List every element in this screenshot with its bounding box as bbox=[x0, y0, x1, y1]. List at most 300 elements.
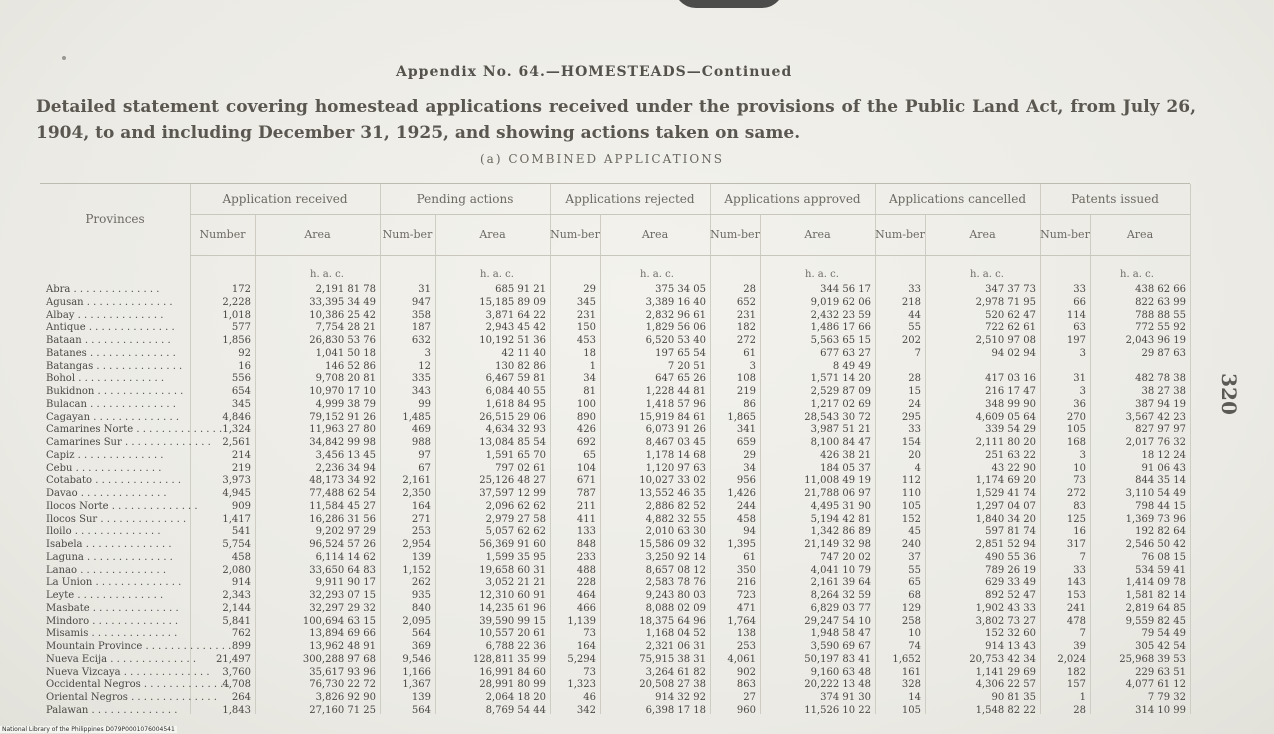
area-cell: 13,894 69 66 bbox=[309, 628, 376, 640]
number-cell: 564 bbox=[411, 704, 431, 716]
number-cell: 1,367 bbox=[402, 679, 431, 691]
number-cell: 16 bbox=[238, 360, 251, 372]
number-cell: 2,024 bbox=[1057, 653, 1086, 665]
number-cell: 659 bbox=[736, 437, 756, 448]
number-cell: 7 bbox=[914, 347, 921, 359]
table-row bbox=[40, 514, 1190, 525]
area-cell: 33,395 34 49 bbox=[309, 296, 376, 308]
area-units: h. a. c. bbox=[310, 269, 344, 280]
province-name: Bukidnon . . . . . . . . . . . . . . bbox=[46, 386, 184, 397]
area-cell: 3,456 13 45 bbox=[315, 449, 376, 461]
number-cell: 233 bbox=[576, 551, 596, 563]
area-cell: 146 52 86 bbox=[325, 360, 376, 372]
area-cell: 15,586 09 32 bbox=[639, 539, 706, 550]
area-cell: 417 03 16 bbox=[985, 373, 1036, 385]
number-cell: 453 bbox=[576, 335, 596, 346]
area-cell: 9,559 82 45 bbox=[1125, 615, 1186, 627]
table-row bbox=[40, 526, 1190, 537]
number-cell: 262 bbox=[411, 577, 431, 589]
area-cell: 3,567 42 23 bbox=[1125, 411, 1186, 423]
area-cell: 19,658 60 31 bbox=[479, 564, 546, 576]
area-cell: 197 65 54 bbox=[655, 347, 706, 359]
area-cell: 490 55 36 bbox=[985, 551, 1036, 563]
area-cell: 10,027 33 02 bbox=[639, 475, 706, 487]
number-cell: 202 bbox=[901, 335, 921, 346]
number-cell: 1,485 bbox=[402, 411, 431, 423]
number-cell: 28 bbox=[743, 284, 756, 295]
number-cell: 45 bbox=[908, 526, 921, 538]
number-cell: 33 bbox=[1073, 284, 1086, 295]
area-cell: 4,999 38 79 bbox=[315, 398, 376, 410]
number-cell: 34 bbox=[743, 462, 756, 474]
number-cell: 1,652 bbox=[892, 653, 921, 665]
province-name: Palawan . . . . . . . . . . . . . . bbox=[46, 704, 178, 716]
area-cell: 2,321 06 31 bbox=[645, 641, 706, 652]
area-cell: 43 22 90 bbox=[991, 462, 1036, 474]
number-cell: 343 bbox=[411, 386, 431, 397]
table-row bbox=[40, 590, 1190, 601]
area-cell: 7 20 51 bbox=[667, 360, 706, 372]
area-cell: 32,293 07 15 bbox=[309, 590, 376, 601]
area-cell: 10,557 20 61 bbox=[479, 628, 546, 640]
number-cell: 5,754 bbox=[222, 539, 251, 550]
area-cell: 677 63 27 bbox=[820, 347, 871, 359]
area-cell: 822 63 99 bbox=[1135, 296, 1186, 308]
number-cell: 1,417 bbox=[222, 513, 251, 525]
area-cell: 79 54 49 bbox=[1141, 628, 1186, 640]
number-cell: 110 bbox=[901, 488, 921, 499]
number-cell: 216 bbox=[736, 577, 756, 589]
province-name: Cebu . . . . . . . . . . . . . . bbox=[46, 462, 162, 474]
table-row bbox=[40, 603, 1190, 614]
area-units: h. a. c. bbox=[805, 269, 839, 280]
number-cell: 125 bbox=[1066, 513, 1086, 525]
area-cell: 1,548 82 22 bbox=[975, 704, 1036, 716]
number-cell: 94 bbox=[743, 526, 756, 538]
number-cell: 342 bbox=[576, 704, 596, 716]
number-cell: 1,426 bbox=[727, 488, 756, 499]
number-cell: 469 bbox=[411, 424, 431, 436]
area-cell: 76 08 15 bbox=[1141, 551, 1186, 563]
number-cell: 182 bbox=[1066, 666, 1086, 678]
number-cell: 29 bbox=[743, 449, 756, 461]
number-header: Num-ber bbox=[710, 215, 760, 256]
area-header: Area bbox=[435, 215, 550, 256]
area-cell: 747 20 02 bbox=[820, 551, 871, 563]
area-cell: 3,871 64 22 bbox=[485, 309, 546, 321]
number-cell: 214 bbox=[231, 449, 251, 461]
number-header: Num-ber bbox=[1040, 215, 1090, 256]
number-cell: 1,152 bbox=[402, 564, 431, 576]
province-name: Nueva Ecija . . . . . . . . . . . . . . bbox=[46, 653, 197, 665]
number-cell: 762 bbox=[231, 628, 251, 640]
province-name: Occidental Negros . . . . . . . . . . . . . . bbox=[46, 679, 230, 691]
number-cell: 97 bbox=[418, 449, 431, 461]
area-cell: 3,389 16 40 bbox=[645, 296, 706, 308]
table-row bbox=[40, 616, 1190, 627]
table-row bbox=[40, 297, 1190, 308]
number-header: Num-ber bbox=[875, 215, 925, 256]
area-cell: 34,842 99 98 bbox=[309, 437, 376, 448]
number-cell: 2,561 bbox=[222, 437, 251, 448]
area-cell: 100,694 63 15 bbox=[302, 615, 376, 627]
number-cell: 150 bbox=[576, 322, 596, 334]
library-footer: National Library of the Philippines D079P0001076004541 bbox=[2, 726, 175, 733]
number-cell: 133 bbox=[576, 526, 596, 538]
area-cell: 1,902 43 33 bbox=[975, 602, 1036, 614]
number-cell: 253 bbox=[411, 526, 431, 538]
number-cell: 61 bbox=[743, 347, 756, 359]
area-cell: 28,543 30 72 bbox=[804, 411, 871, 423]
province-name: Masbate . . . . . . . . . . . . . . bbox=[46, 602, 179, 614]
table-row bbox=[40, 310, 1190, 321]
number-cell: 27 bbox=[743, 692, 756, 703]
area-cell: 482 78 38 bbox=[1135, 373, 1186, 385]
group-header: Patents issued bbox=[1040, 184, 1190, 215]
province-name: Mountain Province . . . . . . . . . . . . . . bbox=[46, 641, 232, 652]
area-cell: 2,111 80 20 bbox=[975, 437, 1036, 448]
number-cell: 960 bbox=[736, 704, 756, 716]
number-cell: 909 bbox=[231, 500, 251, 512]
area-cell: 10,970 17 10 bbox=[309, 386, 376, 397]
number-cell: 350 bbox=[736, 564, 756, 576]
number-cell: 31 bbox=[418, 284, 431, 295]
area-cell: 48,173 34 92 bbox=[309, 475, 376, 487]
number-cell: 73 bbox=[1073, 475, 1086, 487]
province-name: Mindoro . . . . . . . . . . . . . . bbox=[46, 615, 179, 627]
area-cell: 1,120 97 63 bbox=[645, 462, 706, 474]
area-cell: 3,802 73 27 bbox=[975, 615, 1036, 627]
province-name: Lanao . . . . . . . . . . . . . . bbox=[46, 564, 167, 576]
number-cell: 33 bbox=[908, 424, 921, 436]
number-cell: 947 bbox=[411, 296, 431, 308]
area-cell: 2,819 64 85 bbox=[1125, 602, 1186, 614]
table-row bbox=[40, 373, 1190, 384]
number-cell: 92 bbox=[238, 347, 251, 359]
area-cell: 7,754 28 21 bbox=[315, 322, 376, 334]
area-cell: 789 26 19 bbox=[985, 564, 1036, 576]
area-cell: 1,297 04 07 bbox=[975, 500, 1036, 512]
area-cell: 892 52 47 bbox=[985, 590, 1036, 601]
area-cell: 1,840 34 20 bbox=[975, 513, 1036, 525]
area-header: Area bbox=[760, 215, 875, 256]
area-cell: 1,571 14 20 bbox=[810, 373, 871, 385]
area-cell: 1,948 58 47 bbox=[810, 628, 871, 640]
number-cell: 228 bbox=[576, 577, 596, 589]
area-cell: 20,222 13 48 bbox=[804, 679, 871, 691]
area-units: h. a. c. bbox=[970, 269, 1004, 280]
table-row bbox=[40, 348, 1190, 359]
area-cell: 2,583 78 76 bbox=[645, 577, 706, 589]
area-cell: 2,943 45 42 bbox=[485, 322, 546, 334]
number-cell: 723 bbox=[736, 590, 756, 601]
table-row bbox=[40, 692, 1190, 703]
number-header: Number bbox=[190, 215, 255, 256]
area-cell: 2,236 34 94 bbox=[315, 462, 376, 474]
area-cell: 426 38 21 bbox=[820, 449, 871, 461]
area-cell: 1,591 65 70 bbox=[485, 449, 546, 461]
area-cell: 344 56 17 bbox=[820, 284, 871, 295]
number-cell: 44 bbox=[908, 309, 921, 321]
number-cell: 671 bbox=[576, 475, 596, 487]
number-cell: 105 bbox=[901, 500, 921, 512]
number-cell: 478 bbox=[1066, 615, 1086, 627]
number-cell: 152 bbox=[901, 513, 921, 525]
area-cell: 14,235 61 96 bbox=[479, 602, 546, 614]
area-cell: 4,882 32 55 bbox=[645, 513, 706, 525]
area-cell: 5,194 42 81 bbox=[810, 513, 871, 525]
number-cell: 272 bbox=[736, 335, 756, 346]
area-cell: 4,495 31 90 bbox=[810, 500, 871, 512]
area-cell: 438 62 66 bbox=[1135, 284, 1186, 295]
number-cell: 211 bbox=[576, 500, 596, 512]
number-cell: 161 bbox=[901, 666, 921, 678]
table-row bbox=[40, 577, 1190, 588]
number-cell: 2,080 bbox=[222, 564, 251, 576]
number-cell: 258 bbox=[901, 615, 921, 627]
area-units: h. a. c. bbox=[1120, 269, 1154, 280]
area-cell: 4,634 32 93 bbox=[485, 424, 546, 436]
area-cell: 2,510 97 08 bbox=[975, 335, 1036, 346]
number-cell: 218 bbox=[901, 296, 921, 308]
table-row bbox=[40, 654, 1190, 665]
area-cell: 2,017 76 32 bbox=[1125, 437, 1186, 448]
provinces-header: Provinces bbox=[85, 212, 145, 226]
area-cell: 914 13 43 bbox=[985, 641, 1036, 652]
area-cell: 38 27 38 bbox=[1141, 386, 1186, 397]
area-cell: 11,584 45 27 bbox=[309, 500, 376, 512]
number-cell: 848 bbox=[576, 539, 596, 550]
number-cell: 73 bbox=[583, 628, 596, 640]
area-cell: 75,915 38 31 bbox=[639, 653, 706, 665]
number-cell: 138 bbox=[736, 628, 756, 640]
number-cell: 253 bbox=[736, 641, 756, 652]
group-header: Applications cancelled bbox=[875, 184, 1040, 215]
province-name: Batangas . . . . . . . . . . . . . . bbox=[46, 360, 183, 372]
area-cell: 1,228 44 81 bbox=[645, 386, 706, 397]
number-cell: 2,095 bbox=[402, 615, 431, 627]
table-row bbox=[40, 488, 1190, 499]
number-cell: 577 bbox=[231, 322, 251, 334]
number-cell: 66 bbox=[1073, 296, 1086, 308]
area-header: Area bbox=[925, 215, 1040, 256]
number-cell: 358 bbox=[411, 309, 431, 321]
group-header: Pending actions bbox=[380, 184, 550, 215]
number-cell: 197 bbox=[1066, 335, 1086, 346]
number-cell: 68 bbox=[908, 590, 921, 601]
number-cell: 1,166 bbox=[402, 666, 431, 678]
area-cell: 8 49 49 bbox=[832, 360, 871, 372]
area-cell: 20,753 42 34 bbox=[969, 653, 1036, 665]
number-cell: 139 bbox=[411, 692, 431, 703]
number-cell: 564 bbox=[411, 628, 431, 640]
area-cell: 2,064 18 20 bbox=[485, 692, 546, 703]
area-cell: 192 82 64 bbox=[1135, 526, 1186, 538]
area-cell: 9,019 62 06 bbox=[810, 296, 871, 308]
area-cell: 90 81 35 bbox=[991, 692, 1036, 703]
table-row bbox=[40, 284, 1190, 295]
number-cell: 164 bbox=[411, 500, 431, 512]
number-cell: 14 bbox=[908, 692, 921, 703]
area-cell: 2,191 81 78 bbox=[315, 284, 376, 295]
number-cell: 15 bbox=[908, 386, 921, 397]
area-cell: 2,832 96 61 bbox=[645, 309, 706, 321]
area-cell: 11,963 27 80 bbox=[309, 424, 376, 436]
table-row bbox=[40, 667, 1190, 678]
area-cell: 2,886 82 52 bbox=[645, 500, 706, 512]
province-name: Leyte . . . . . . . . . . . . . . bbox=[46, 590, 164, 601]
dust-speck bbox=[62, 56, 66, 60]
group-header: Application received bbox=[190, 184, 380, 215]
area-cell: 15,919 84 61 bbox=[639, 411, 706, 423]
area-cell: 3,052 21 21 bbox=[485, 577, 546, 589]
area-cell: 96,524 57 26 bbox=[309, 539, 376, 550]
table-row bbox=[40, 424, 1190, 435]
number-cell: 74 bbox=[908, 641, 921, 652]
number-cell: 7 bbox=[1079, 628, 1086, 640]
area-cell: 9,160 63 48 bbox=[810, 666, 871, 678]
binder-clip bbox=[674, 0, 784, 8]
area-cell: 1,041 50 18 bbox=[315, 347, 376, 359]
area-cell: 2,529 87 09 bbox=[810, 386, 871, 397]
province-name: Capiz . . . . . . . . . . . . . . bbox=[46, 449, 164, 461]
number-cell: 168 bbox=[1066, 437, 1086, 448]
province-name: Camarines Sur . . . . . . . . . . . . . . bbox=[46, 437, 211, 448]
area-cell: 10,192 51 36 bbox=[479, 335, 546, 346]
area-cell: 6,084 40 55 bbox=[485, 386, 546, 397]
number-cell: 33 bbox=[1073, 564, 1086, 576]
area-cell: 6,520 53 40 bbox=[645, 335, 706, 346]
number-cell: 157 bbox=[1066, 679, 1086, 691]
province-name: Agusan . . . . . . . . . . . . . . bbox=[46, 296, 173, 308]
number-cell: 61 bbox=[743, 551, 756, 563]
number-cell: 4 bbox=[914, 462, 921, 474]
province-name: Bulacan . . . . . . . . . . . . . . bbox=[46, 398, 176, 410]
area-cell: 130 82 86 bbox=[495, 360, 546, 372]
number-cell: 240 bbox=[901, 539, 921, 550]
number-cell: 2,228 bbox=[222, 296, 251, 308]
area-cell: 1,414 09 78 bbox=[1125, 577, 1186, 589]
number-cell: 632 bbox=[411, 335, 431, 346]
number-cell: 692 bbox=[576, 437, 596, 448]
area-cell: 10,386 25 42 bbox=[309, 309, 376, 321]
homestead-table bbox=[40, 183, 1190, 714]
area-cell: 375 34 05 bbox=[655, 284, 706, 295]
number-cell: 1,018 bbox=[222, 309, 251, 321]
number-cell: 28 bbox=[1073, 704, 1086, 716]
area-cell: 1,141 29 69 bbox=[975, 666, 1036, 678]
area-cell: 374 91 30 bbox=[820, 692, 871, 703]
number-cell: 411 bbox=[576, 513, 596, 525]
table-subheading: (a) COMBINED APPLICATIONS bbox=[480, 152, 724, 166]
area-cell: 21,788 06 97 bbox=[804, 488, 871, 499]
area-cell: 844 35 14 bbox=[1135, 475, 1186, 487]
number-cell: 3 bbox=[1079, 347, 1086, 359]
table-row bbox=[40, 552, 1190, 563]
area-cell: 1,168 04 52 bbox=[645, 628, 706, 640]
area-cell: 3,110 54 49 bbox=[1125, 488, 1186, 499]
area-cell: 25,126 48 27 bbox=[479, 475, 546, 487]
number-cell: 458 bbox=[736, 513, 756, 525]
area-cell: 11,008 49 19 bbox=[804, 475, 871, 487]
area-cell: 29,247 54 10 bbox=[804, 615, 871, 627]
area-cell: 788 88 55 bbox=[1135, 309, 1186, 321]
area-cell: 4,077 61 12 bbox=[1125, 679, 1186, 691]
number-cell: 295 bbox=[901, 411, 921, 423]
area-cell: 26,830 53 76 bbox=[309, 335, 376, 346]
number-cell: 164 bbox=[576, 641, 596, 652]
area-cell: 26,515 29 06 bbox=[479, 411, 546, 423]
number-cell: 2,350 bbox=[402, 488, 431, 499]
number-cell: 270 bbox=[1066, 411, 1086, 423]
number-cell: 5,841 bbox=[222, 615, 251, 627]
number-cell: 244 bbox=[736, 500, 756, 512]
column-divider bbox=[1190, 184, 1191, 714]
table-row bbox=[40, 361, 1190, 372]
table-row bbox=[40, 437, 1190, 448]
area-cell: 520 62 47 bbox=[985, 309, 1036, 321]
area-cell: 1,618 84 95 bbox=[485, 398, 546, 410]
number-cell: 988 bbox=[411, 437, 431, 448]
area-cell: 2,010 63 30 bbox=[645, 526, 706, 538]
number-cell: 3 bbox=[749, 360, 756, 372]
area-header: Area bbox=[600, 215, 710, 256]
area-cell: 2,096 62 62 bbox=[485, 500, 546, 512]
area-cell: 3,987 51 21 bbox=[810, 424, 871, 436]
area-cell: 827 97 97 bbox=[1135, 424, 1186, 436]
number-cell: 1,324 bbox=[222, 424, 251, 436]
area-cell: 8,467 03 45 bbox=[645, 437, 706, 448]
number-cell: 556 bbox=[231, 373, 251, 385]
number-cell: 99 bbox=[418, 398, 431, 410]
area-cell: 1,178 14 68 bbox=[645, 449, 706, 461]
area-cell: 8,088 02 09 bbox=[645, 602, 706, 614]
table-row bbox=[40, 565, 1190, 576]
province-name: Cotabato . . . . . . . . . . . . . . bbox=[46, 475, 182, 487]
table-row bbox=[40, 450, 1190, 461]
area-cell: 3,250 92 14 bbox=[645, 551, 706, 563]
group-header: Applications approved bbox=[710, 184, 875, 215]
area-cell: 6,788 22 36 bbox=[485, 641, 546, 652]
province-name: La Union . . . . . . . . . . . . . . bbox=[46, 577, 182, 589]
table-row bbox=[40, 501, 1190, 512]
number-cell: 65 bbox=[908, 577, 921, 589]
area-cell: 647 65 26 bbox=[655, 373, 706, 385]
number-cell: 24 bbox=[908, 398, 921, 410]
number-cell: 241 bbox=[1066, 602, 1086, 614]
area-cell: 16,991 84 60 bbox=[479, 666, 546, 678]
number-cell: 63 bbox=[1073, 322, 1086, 334]
number-cell: 488 bbox=[576, 564, 596, 576]
number-cell: 182 bbox=[736, 322, 756, 334]
number-cell: 5,294 bbox=[567, 653, 596, 665]
area-cell: 8,657 08 12 bbox=[645, 564, 706, 576]
number-cell: 4,945 bbox=[222, 488, 251, 499]
area-cell: 9,202 97 29 bbox=[315, 526, 376, 538]
number-cell: 37 bbox=[908, 551, 921, 563]
area-cell: 77,488 62 54 bbox=[309, 488, 376, 499]
number-cell: 143 bbox=[1066, 577, 1086, 589]
province-name: Albay . . . . . . . . . . . . . . bbox=[46, 309, 164, 321]
area-cell: 79,152 91 26 bbox=[309, 411, 376, 423]
number-cell: 20 bbox=[908, 449, 921, 461]
number-cell: 335 bbox=[411, 373, 431, 385]
number-cell: 21,497 bbox=[216, 653, 251, 665]
group-header: Applications rejected bbox=[550, 184, 710, 215]
number-cell: 471 bbox=[736, 602, 756, 614]
number-cell: 466 bbox=[576, 602, 596, 614]
area-cell: 1,581 82 14 bbox=[1125, 590, 1186, 601]
